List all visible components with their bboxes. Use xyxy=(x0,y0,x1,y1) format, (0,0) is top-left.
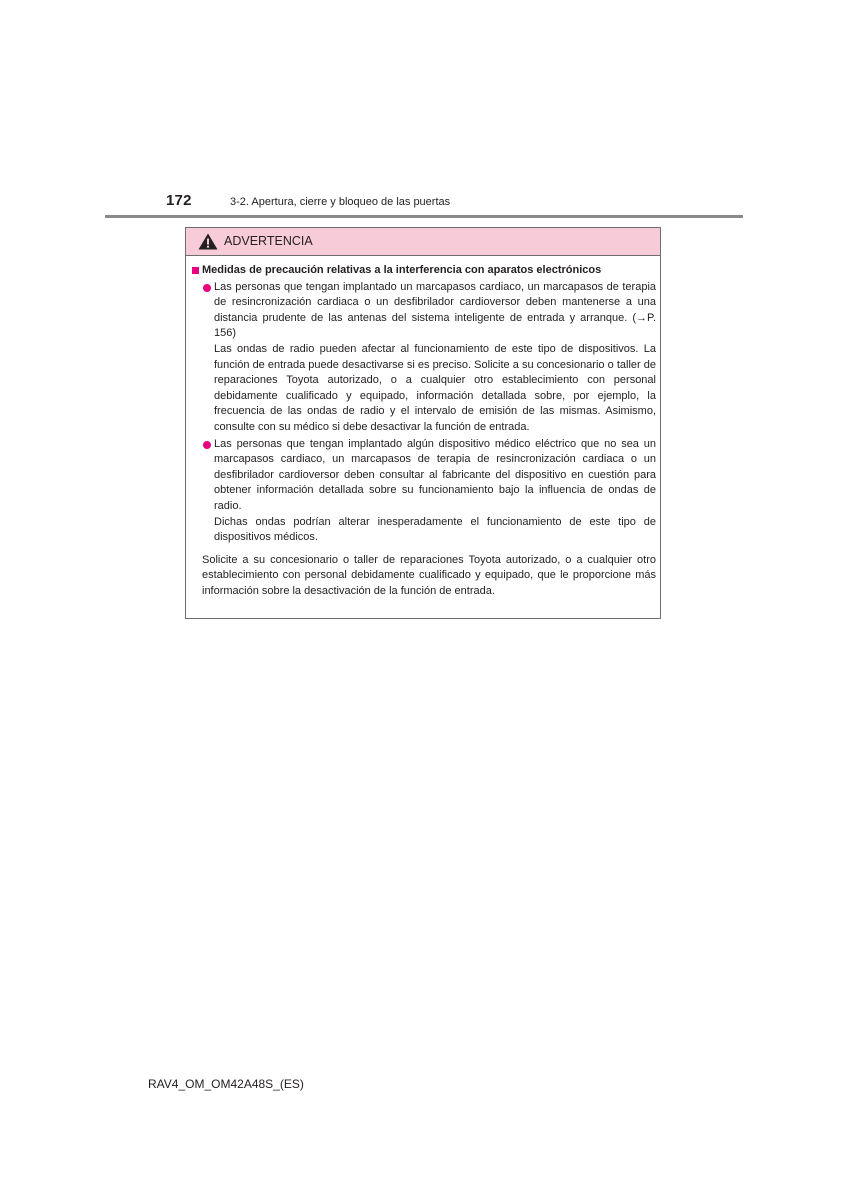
warning-box xyxy=(185,227,661,619)
page-number: 172 xyxy=(166,192,192,209)
item-paragraph: Las ondas de radio pueden afectar al funcionamiento de este tipo de dispositivos. La función de entrada puede desactivarse si es preciso. Solicite a su concesionario o taller de reparaciones Toyota autorizado, o a cualquier otro establecimiento con personal debidamente cualificado y equipado, información detallada sobre, por ejemplo, la frecuencia de las ondas de radio y el intervalo de emisión de las mismas. Asimismo, consulte con su médico si debe desactivar la función de entrada. xyxy=(214,342,656,433)
warning-body xyxy=(186,263,660,610)
list-item xyxy=(214,280,656,436)
warning-title: ADVERTENCIA xyxy=(224,234,313,248)
page-header xyxy=(0,190,848,220)
closing-paragraph: Solicite a su concesionario o taller de reparaciones Toyota autorizado, o a cualquier otro establecimiento con personal debidamente cualificado y equipado, que le proporcione más información sobre la desactivación de la función de entrada. xyxy=(202,553,656,597)
item-paragraph: Las personas que tengan implantado algún dispositivo médico eléctrico que no sea un marcapasos cardiaco, un marcapasos de terapia de resincronización cardiaca o un desfibrilador cardioversor deben consultar al fabricante del dispositivo en cuestión para obtener información detallada sobre su funcionamiento bajo la influencia de ondas de radio. xyxy=(214,437,656,512)
bullet-dot-icon xyxy=(203,284,211,292)
document-code: RAV4_OM_OM42A48S_(ES) xyxy=(148,1077,304,1091)
list-item xyxy=(214,437,656,546)
warning-triangle-icon xyxy=(198,233,218,250)
item-paragraph: Las personas que tengan implantado un marcapasos cardiaco, un marcapasos de terapia de resincronización cardiaca o un desfibrilador cardioversor deben mantenerse a una distancia prudente de las antenas del sistema inteligente de entrada y arranque. (→P. 156) xyxy=(214,280,656,340)
item-paragraph: Dichas ondas podrían alterar inesperadamente el funcionamiento de este tipo de dispositivos médicos. xyxy=(214,515,656,544)
warning-heading xyxy=(192,263,660,279)
square-bullet-icon xyxy=(192,267,199,274)
bullet-dot-icon xyxy=(203,441,211,449)
warning-header xyxy=(186,228,660,256)
header-divider xyxy=(105,215,743,218)
warning-heading-text: Medidas de precaución relativas a la interferencia con aparatos electrónicos xyxy=(202,264,602,276)
section-title: 3-2. Apertura, cierre y bloqueo de las puertas xyxy=(230,196,451,208)
